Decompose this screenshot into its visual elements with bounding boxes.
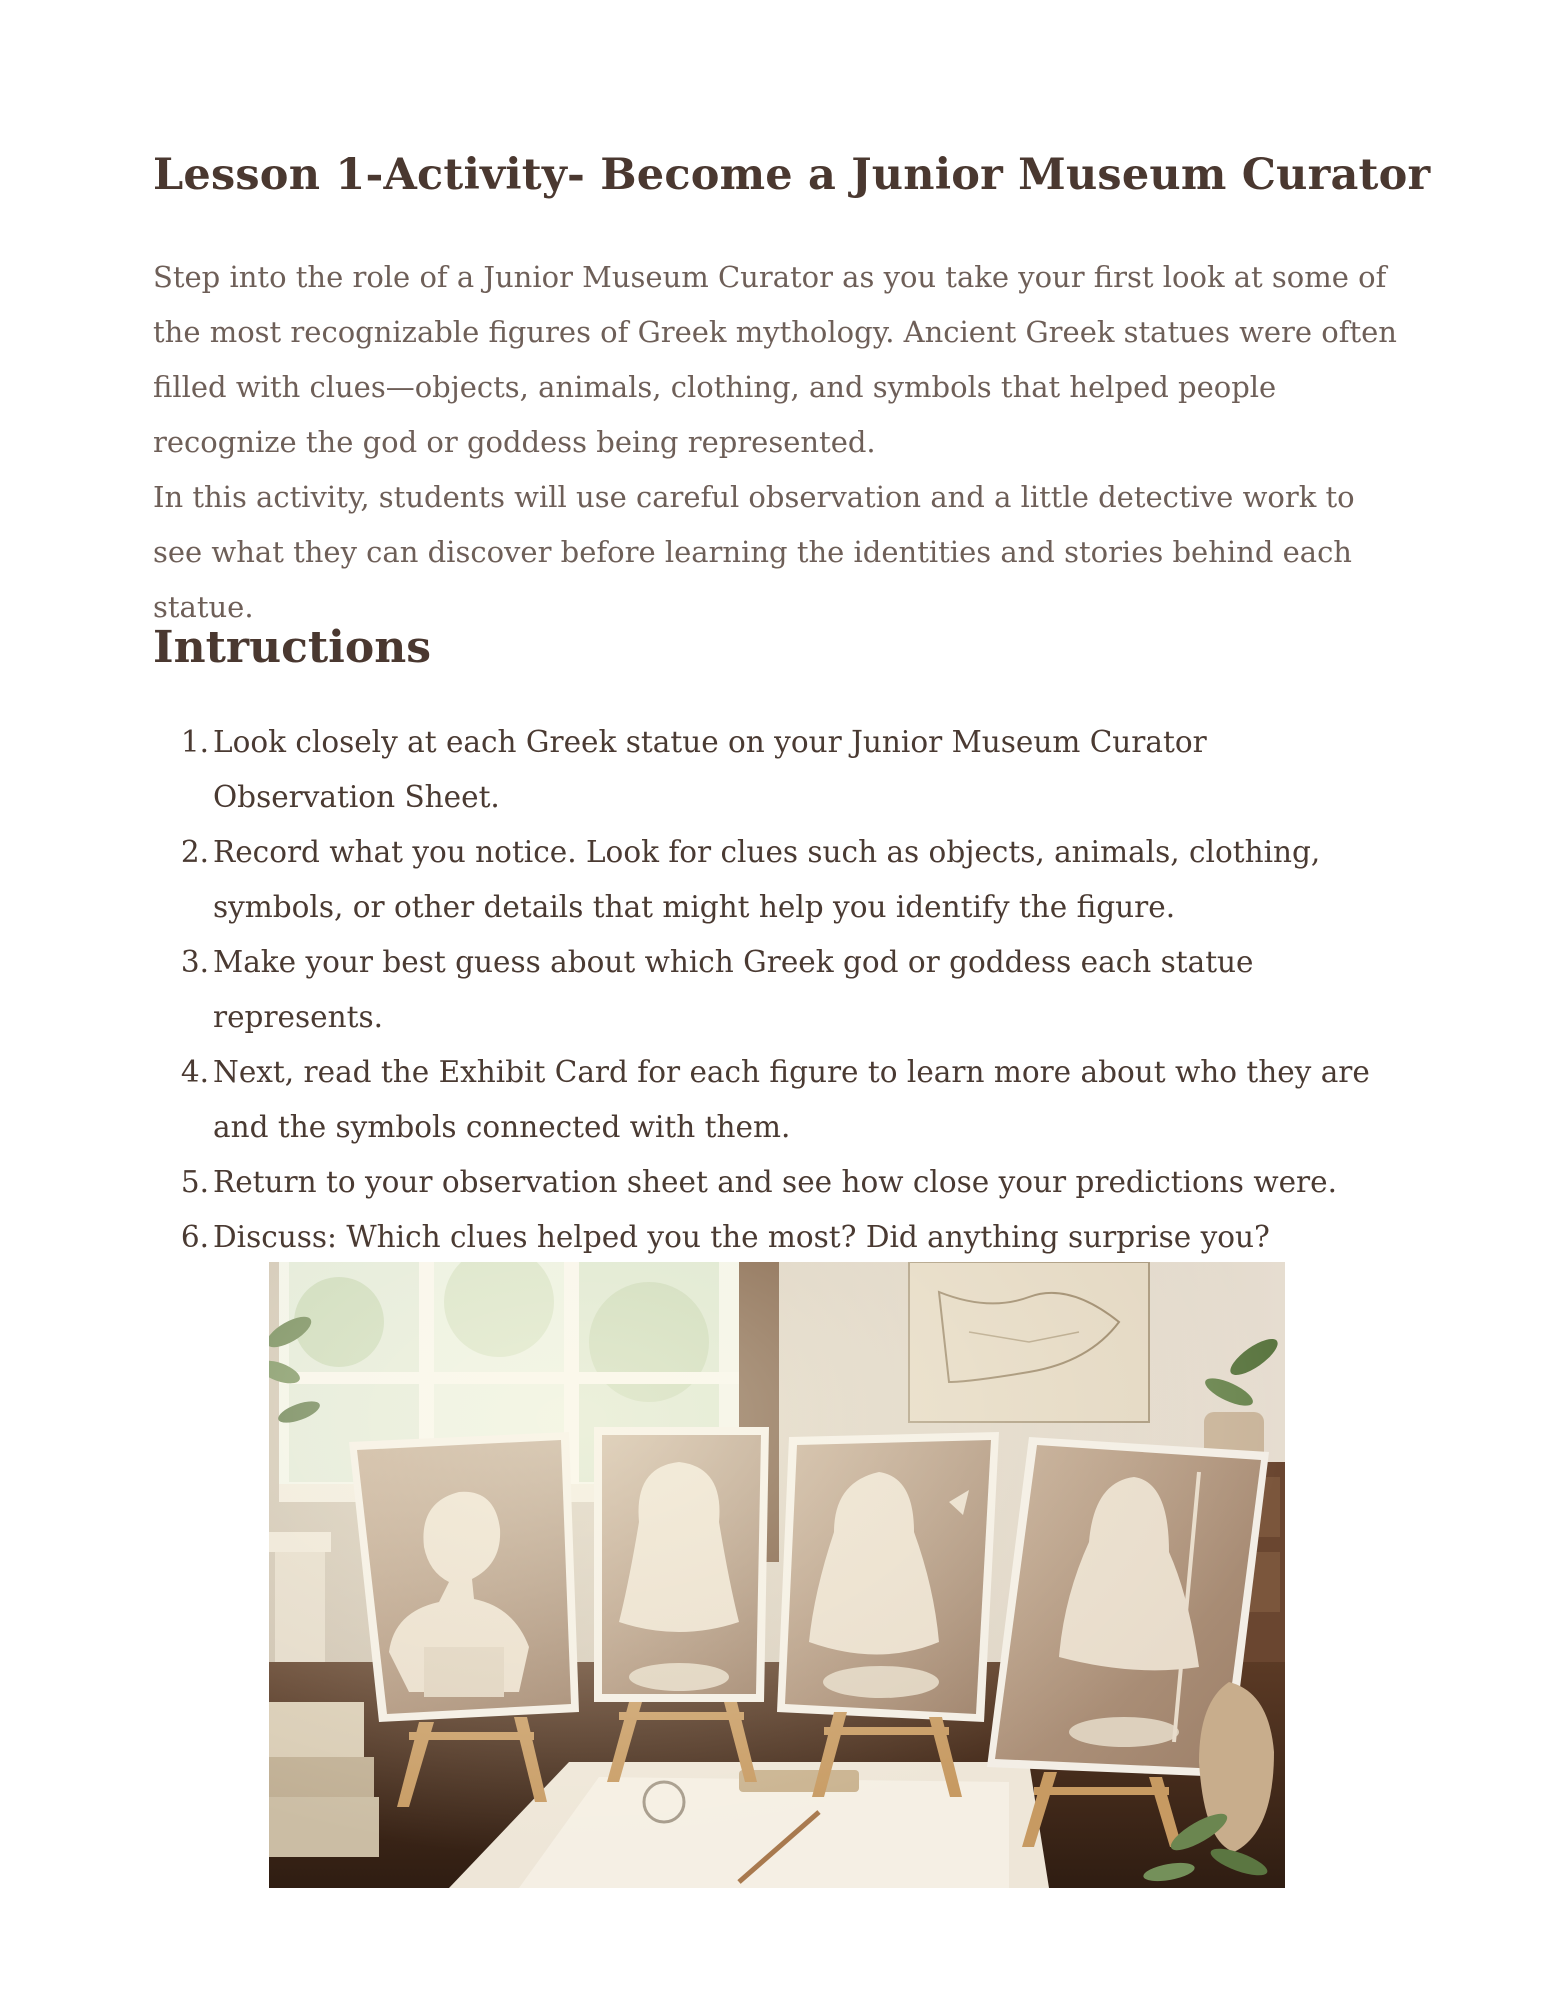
instruction-step-6 — [153, 1210, 1398, 1265]
instruction-step-4 — [153, 1045, 1398, 1155]
step-text: Record what you notice. Look for clues such as objects, animals, clothing, symbols, or other details that might help you identify the figure. — [213, 835, 1321, 924]
intro-paragraph-1: Step into the role of a Junior Museum Curator as you take your first look at some of the most recognizable figures of Greek mythology. Ancient Greek statues were often filled with clues—objects, animals, clothing, and symbols that helped people recognize the god or goddess being represented. — [153, 260, 1397, 459]
step-number: 5. — [180, 1165, 209, 1199]
step-number: 6. — [180, 1220, 209, 1254]
instruction-step-1 — [153, 715, 1398, 825]
instructions-list — [153, 715, 1398, 1265]
intro-paragraph-2: In this activity, students will use careful observation and a little detective work to see what they can discover before learning the identities and stories behind each statue. — [153, 480, 1355, 624]
instruction-step-3 — [153, 935, 1398, 1045]
step-text: Next, read the Exhibit Card for each figure to learn more about who they are and the symbols connected with them. — [213, 1055, 1370, 1144]
intro-text — [153, 250, 1413, 635]
step-number: 1. — [180, 725, 209, 759]
step-number: 3. — [180, 945, 209, 979]
step-text: Discuss: Which clues helped you the most? Did anything surprise you? — [213, 1220, 1270, 1254]
statue-cards-photo — [269, 1262, 1285, 1888]
instruction-step-2 — [153, 825, 1398, 935]
step-text: Look closely at each Greek statue on your Junior Museum Curator Observation Sheet. — [213, 725, 1207, 814]
step-number: 2. — [180, 835, 209, 869]
step-number: 4. — [180, 1055, 209, 1089]
instructions-heading: Intructions — [153, 622, 432, 673]
step-text: Return to your observation sheet and see how close your predictions were. — [213, 1165, 1337, 1199]
instruction-step-5 — [153, 1155, 1398, 1210]
photo-illustration — [269, 1262, 1285, 1888]
lesson-title: Lesson 1-Activity- Become a Junior Museum Curator — [153, 150, 1431, 200]
step-text: Make your best guess about which Greek god or goddess each statue represents. — [213, 945, 1254, 1034]
